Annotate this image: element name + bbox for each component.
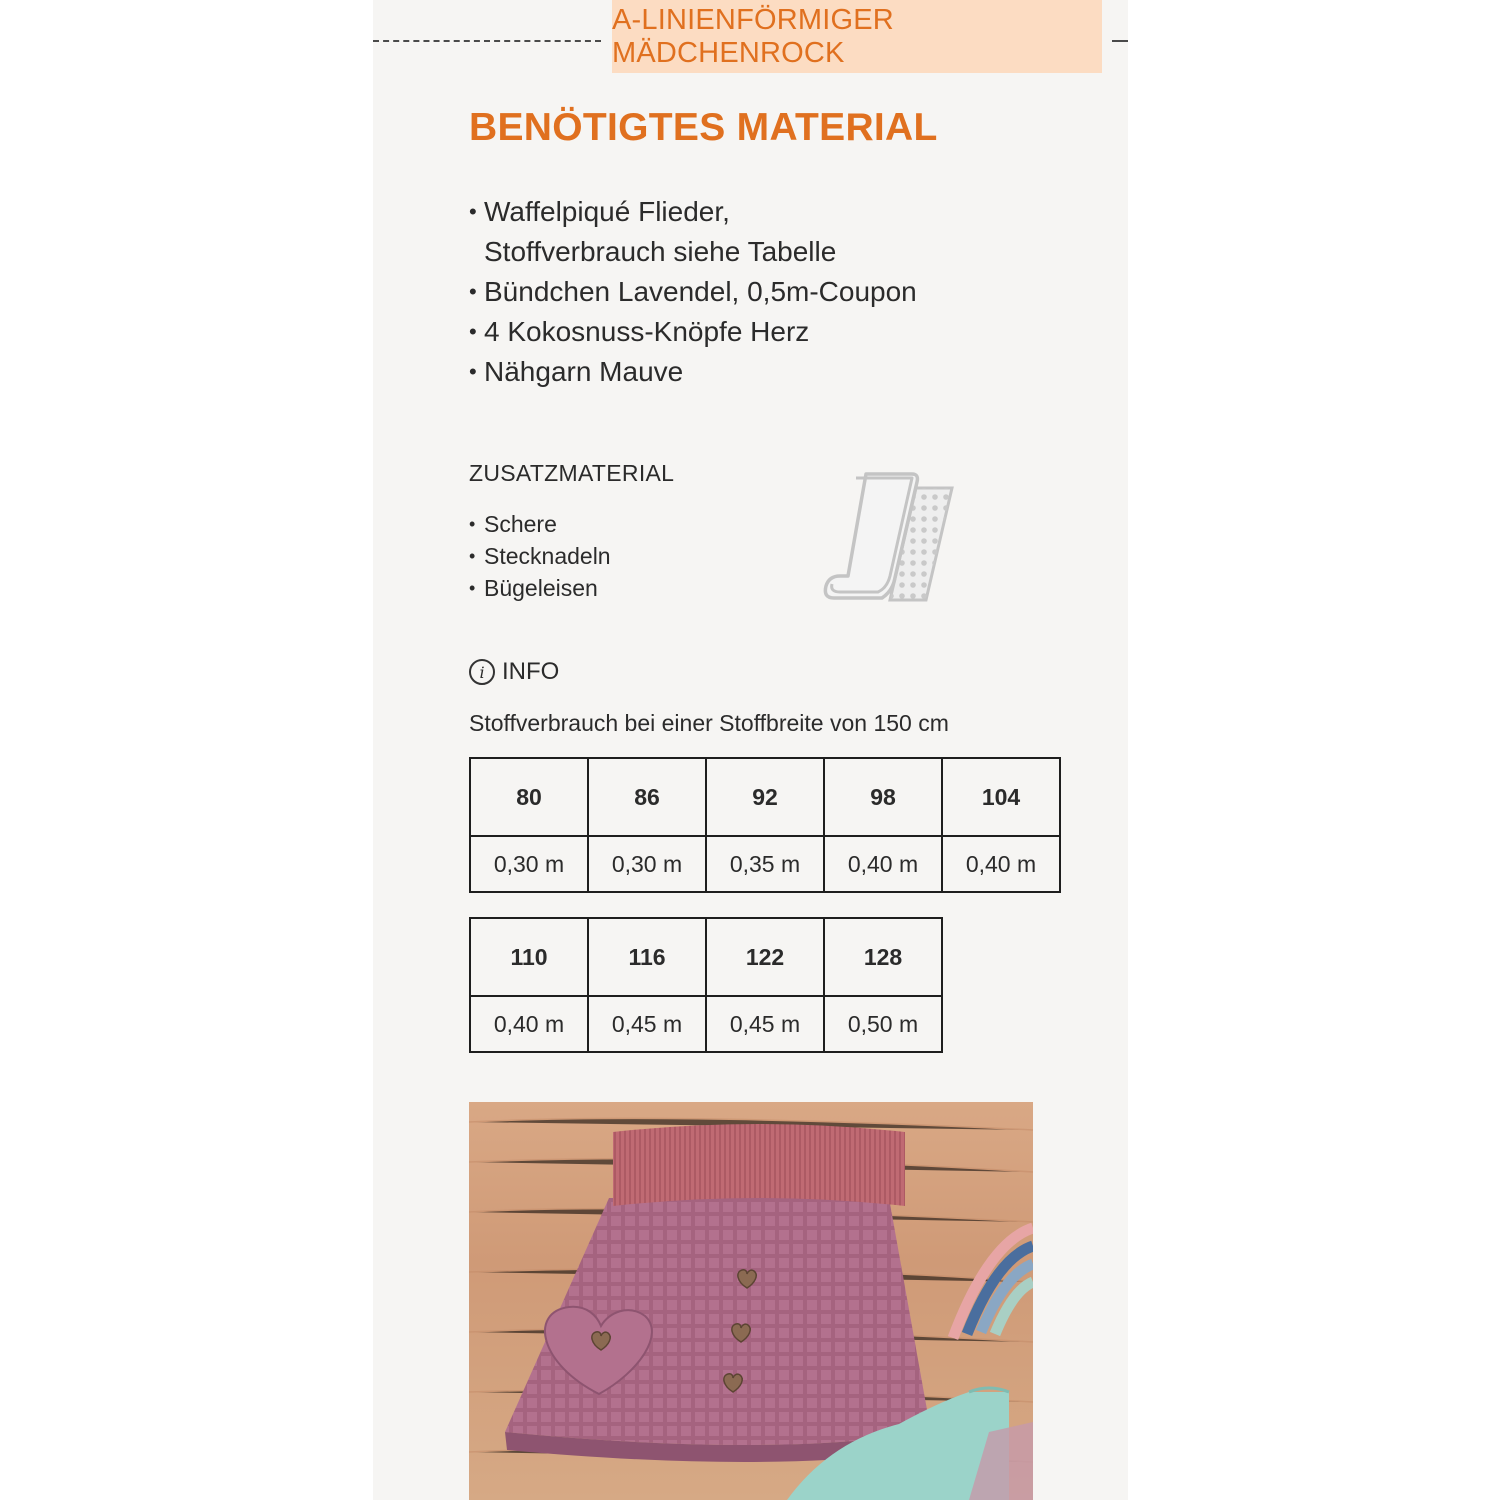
list-item	[469, 312, 917, 352]
size-cell: 122	[706, 918, 824, 996]
amount-cell: 0,40 m	[470, 996, 588, 1052]
size-cell: 80	[470, 758, 588, 836]
table-row	[470, 996, 942, 1052]
size-cell: 110	[470, 918, 588, 996]
size-table	[469, 917, 943, 1053]
amount-cell: 0,35 m	[706, 836, 824, 892]
list-item	[469, 352, 917, 392]
size-cell: 116	[588, 918, 706, 996]
list-item: • Stecknadeln	[469, 540, 611, 572]
size-cell: 104	[942, 758, 1060, 836]
info-label: INFO	[502, 658, 560, 685]
amount-cell: 0,30 m	[470, 836, 588, 892]
extra-material-title: ZUSATZMATERIAL	[469, 460, 675, 486]
extra-material-list	[469, 508, 611, 604]
material-title: BENÖTIGTES MATERIAL	[469, 106, 938, 149]
info-icon: i	[469, 659, 495, 685]
dashed-divider	[373, 40, 601, 42]
amount-cell: 0,40 m	[824, 836, 942, 892]
list-item-line: Bündchen Lavendel, 0,5m-Coupon	[484, 276, 917, 307]
table-row	[470, 836, 1060, 892]
list-item	[469, 192, 917, 272]
list-item	[469, 272, 917, 312]
list-item-line: Nähgarn Mauve	[484, 356, 684, 387]
table-row	[470, 758, 1060, 836]
list-item-line: Stoffverbrauch siehe Tabelle	[484, 236, 837, 267]
fabric-roll-icon	[820, 470, 956, 606]
amount-cell: 0,30 m	[588, 836, 706, 892]
amount-cell: 0,40 m	[942, 836, 1060, 892]
fabric-usage-description: Stoffverbrauch bei einer Stoffbreite von 150 cm	[469, 710, 949, 736]
material-list	[469, 192, 917, 392]
table-row	[470, 918, 942, 996]
size-table	[469, 757, 1061, 893]
list-item: • Bügeleisen	[469, 572, 611, 604]
size-cell: 98	[824, 758, 942, 836]
amount-cell: 0,50 m	[824, 996, 942, 1052]
info-heading	[469, 658, 559, 686]
list-item: • Schere	[469, 508, 611, 540]
size-cell: 92	[706, 758, 824, 836]
category-tag	[612, 0, 1102, 73]
amount-cell: 0,45 m	[588, 996, 706, 1052]
amount-cell: 0,45 m	[706, 996, 824, 1052]
list-item-line: Waffelpiqué Flieder,	[484, 196, 730, 227]
size-cell: 86	[588, 758, 706, 836]
category-tag-label: A-LINIENFÖRMIGER MÄDCHENROCK	[612, 3, 894, 69]
size-cell: 128	[824, 918, 942, 996]
skirt-photo	[469, 1102, 1033, 1500]
list-item-line: 4 Kokosnuss-Knöpfe Herz	[484, 316, 810, 347]
divider-end	[1112, 40, 1128, 42]
